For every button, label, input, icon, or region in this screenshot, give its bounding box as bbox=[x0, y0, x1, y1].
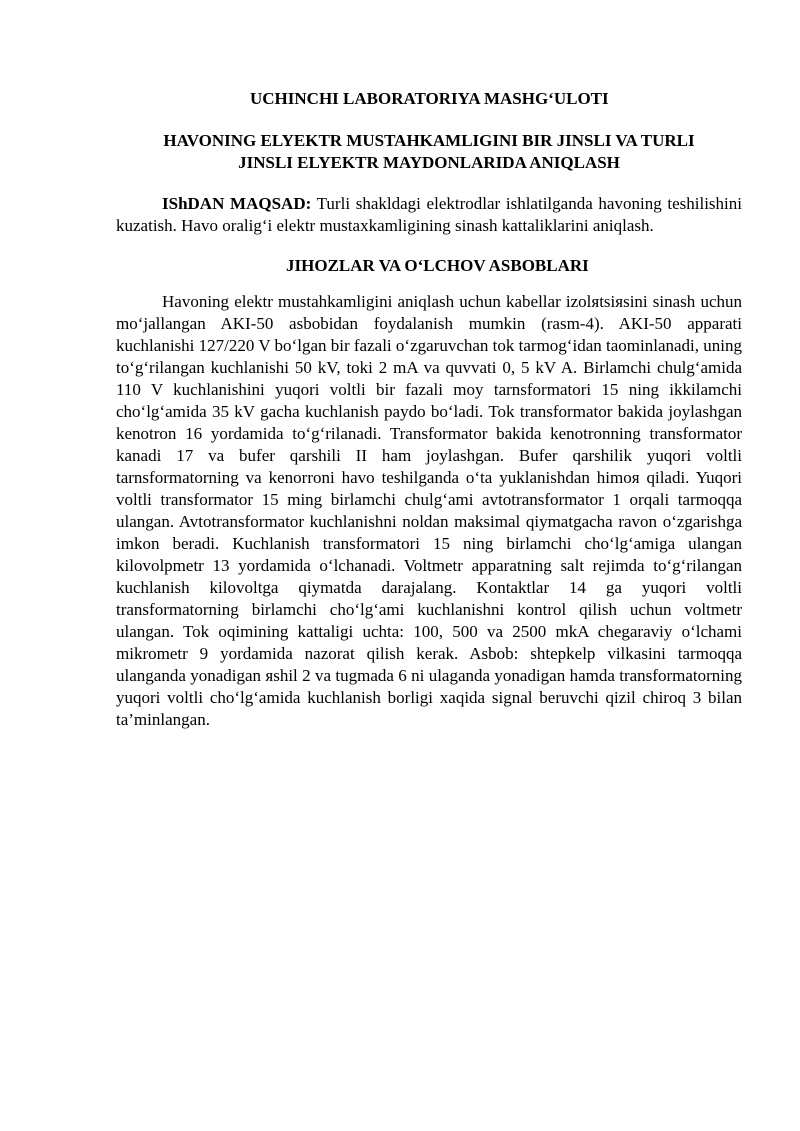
body-paragraph: Havoning elektr mustahkamligini aniqlash uchun kabellar izolяtsiяsini sinash uchun mo‘jallangan AKI-50 asbobidan foydalanish mumkin (rasm-4). AKI-50 apparati kuchlanishi 127/220 V bo‘lgan bir fazali o‘zgaruvchan tok tarmog‘idan taominlanadi, uning to‘g‘rilangan kuchlanishi 50 kV, toki 2 mA va quvvati 0, 5 kV A. Birlamchi chulg‘amida 110 V kuchlanishini yuqori voltli bir fazali moy tarnsformatori 15 ning ikkilamchi cho‘lg‘amida 35 kV gacha kuchlanish paydo bo‘ladi. Tok transformator bakida joylashgan kenotron 16 yordamida to‘g‘rilanadi. Transformator bakida kenotronning transformator kanadi 17 va bufer qarshili II ham joylashgan. Bufer qarshilik yuqori voltli tarnsformatorning va kenorroni havo teshilganda o‘ta yuklanishdan himoя qiladi. Yuqori voltli transformator 15 ming birlamchi chulg‘ami avtotransformator 1 orqali tarmoqqa ulangan. Avtotransformator kuchlanishni noldan maksimal qiymatgacha ravon o‘zgarishga imkon beradi. Kuchlanish transformatori 15 ning birlamchi cho‘lg‘amiga ulangan kilovolpmetr 13 yordamida o‘lchanadi. Voltmetr apparatning salt rejimda to‘g‘rilangan kuchlanish kilovoltga qiymatda darajalang. Kontaktlar 14 ga yuqori voltli transformatorning birlamchi cho‘lg‘ami kuchlanishni kontrol qilish uchun voltmetr ulangan. Tok oqimining kattaligi uchta: 100, 500 va 2500 mkA chegaraviy o‘lchami mikrometr 9 yordamida nazorat qilish kerak. Asbob: shtepkelp vilkasini tarmoqqa ulanganda yonadigan яshil 2 va tugmada 6 ni ulaganda yonadigan hamda transformatorning yuqori voltli cho‘lg‘amida kuchlanish borligi xaqida signal beruvchi qizil chiroq 3 bilan ta’minlangan. bbox=[116, 292, 742, 729]
goal-paragraph bbox=[116, 193, 742, 237]
main-title-line-1: HAVONING ELYEKTR MUSTAHKAMLIGINI BIR JINSLI VA TURLI bbox=[163, 131, 695, 150]
section-title: JIHOZLAR VA O‘LCHOV ASBOBLARI bbox=[286, 256, 589, 275]
main-title-line-2: JINSLI ELYEKTR MAYDONLARIDA ANIQLASH bbox=[238, 153, 620, 172]
goal-label: IShDAN MAQSAD: bbox=[162, 194, 312, 213]
main-title bbox=[116, 130, 742, 174]
lab-title: UCHINCHI LABORATORIYA MASHG‘ULOTI bbox=[250, 89, 609, 108]
goal-text: Turli shakldagi elektrodlar ishlatilganda havoning teshilishini kuzatish. Havo oralig‘i elektr mustaxkamligining sinash kattaliklarini aniqlash. bbox=[116, 194, 742, 235]
document-page bbox=[116, 88, 742, 731]
